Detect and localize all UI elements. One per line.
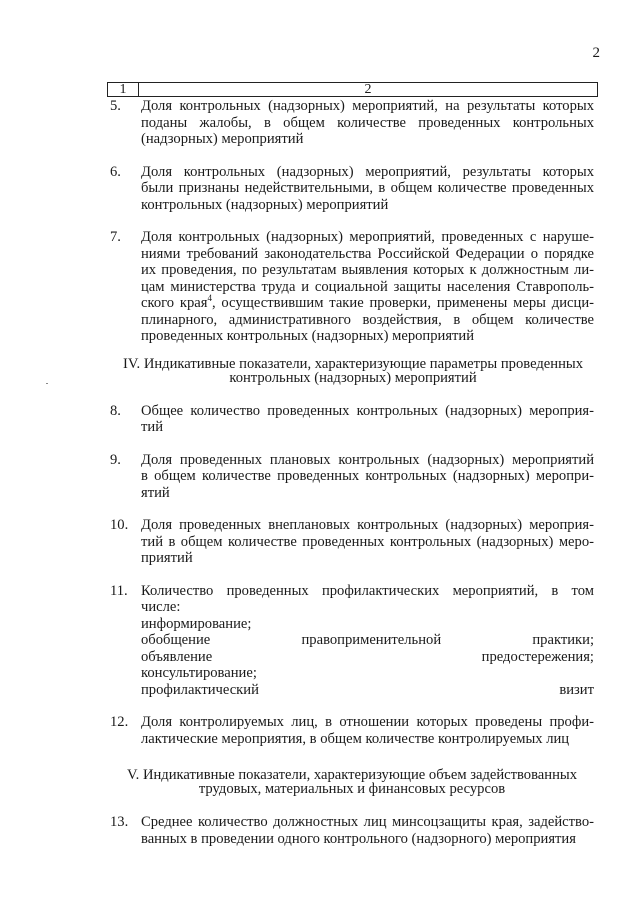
indicator-list — [110, 98, 594, 847]
item-text: Доля проведенных внеплановых контрольных (надзорных) мероприя- тий в общем количестве проведенных контрольных (надзорных) меро- приятий — [141, 517, 594, 566]
item-number: 13. — [110, 814, 129, 830]
item-text: Количество проведенных профилактических мероприятий, в том числе: информирование; обобщение правоприменительной практики; объявление предостережения; консультирование; профилактический визит — [141, 582, 594, 698]
sub-list-item: объявление предостережения; — [141, 648, 594, 665]
list-item-6 — [110, 164, 594, 214]
list-item-12 — [110, 714, 594, 747]
sub-list-item: обобщение правоприменительной практики; — [141, 632, 594, 648]
column-header-row — [107, 82, 598, 97]
margin-mark — [46, 383, 48, 384]
item-number: 6. — [110, 163, 121, 180]
page-number: 2 — [592, 45, 600, 61]
item-text: Доля контрольных (надзорных) мероприятий, на результаты которых поданы жалобы, в общем количестве проведенных контрольных (надзорных) мероприятий — [141, 98, 594, 147]
sub-list-item: профилактический визит — [141, 681, 594, 698]
item-number: 9. — [110, 451, 121, 468]
item-text: Общее количество проведенных контрольных (надзорных) мероприя- тий — [141, 402, 594, 435]
sub-list-item: информирование; — [141, 615, 252, 632]
list-item-13 — [110, 814, 594, 847]
item-number: 5. — [110, 98, 121, 114]
item-text: Доля контрольных (надзорных) мероприятий, результаты которых были признаны недействительными, в общем количестве проведенных контрольных (надзорных) мероприятий — [141, 163, 594, 213]
sub-list — [141, 616, 594, 699]
item-number: 11. — [110, 582, 128, 599]
item-number: 12. — [110, 714, 129, 730]
item-number: 10. — [110, 517, 129, 533]
column-header-2: 2 — [364, 82, 372, 97]
footnote-marker: 4 — [207, 293, 212, 304]
item-text: Среднее количество должностных лиц минсоцзащиты края, задейство- ванных в проведении одного контрольного (надзорного) мероприятия — [141, 814, 594, 847]
column-header-1: 1 — [108, 83, 139, 96]
item-text: Доля контролируемых лиц, в отношении которых проведены профи- лактические мероприятия, в общем количестве контролируемых лиц — [141, 714, 594, 747]
list-item-10 — [110, 517, 594, 567]
section-heading-v: V. Индикативные показатели, характеризующие объем задействованных трудовых, материальных и финансовых ресурсов — [127, 767, 577, 797]
list-item-5 — [110, 98, 594, 148]
list-item-7 — [110, 229, 594, 345]
item-text: Доля контрольных (надзорных) мероприятий, проведенных с наруше- ниями требований законодательства Российской Федерации о порядке их проведения, по результатам выявления которых к должностным ли- цам министерства труда и социальной защиты населения Ставрополь- ского края$^4$, осуществившим такие проверки, применены меры дисци- плинарного, административного воздействия, в общем количестве проведенных контрольных (надзорных) мероприятий — [141, 229, 594, 344]
list-item-8 — [110, 403, 594, 436]
item-number: 8. — [110, 402, 121, 419]
section-heading-iv: IV. Индикативные показатели, характеризующие параметры проведенных контрольных (надзорных) мероприятий — [123, 355, 583, 386]
sub-list-item: консультирование; — [141, 665, 257, 681]
item-number: 7. — [110, 229, 121, 245]
list-item-11 — [110, 583, 594, 699]
item-text: Доля проведенных плановых контрольных (надзорных) мероприятий в общем количестве проведенных контрольных (надзорных) меропри- ятий — [141, 451, 594, 501]
list-item-9 — [110, 452, 594, 502]
